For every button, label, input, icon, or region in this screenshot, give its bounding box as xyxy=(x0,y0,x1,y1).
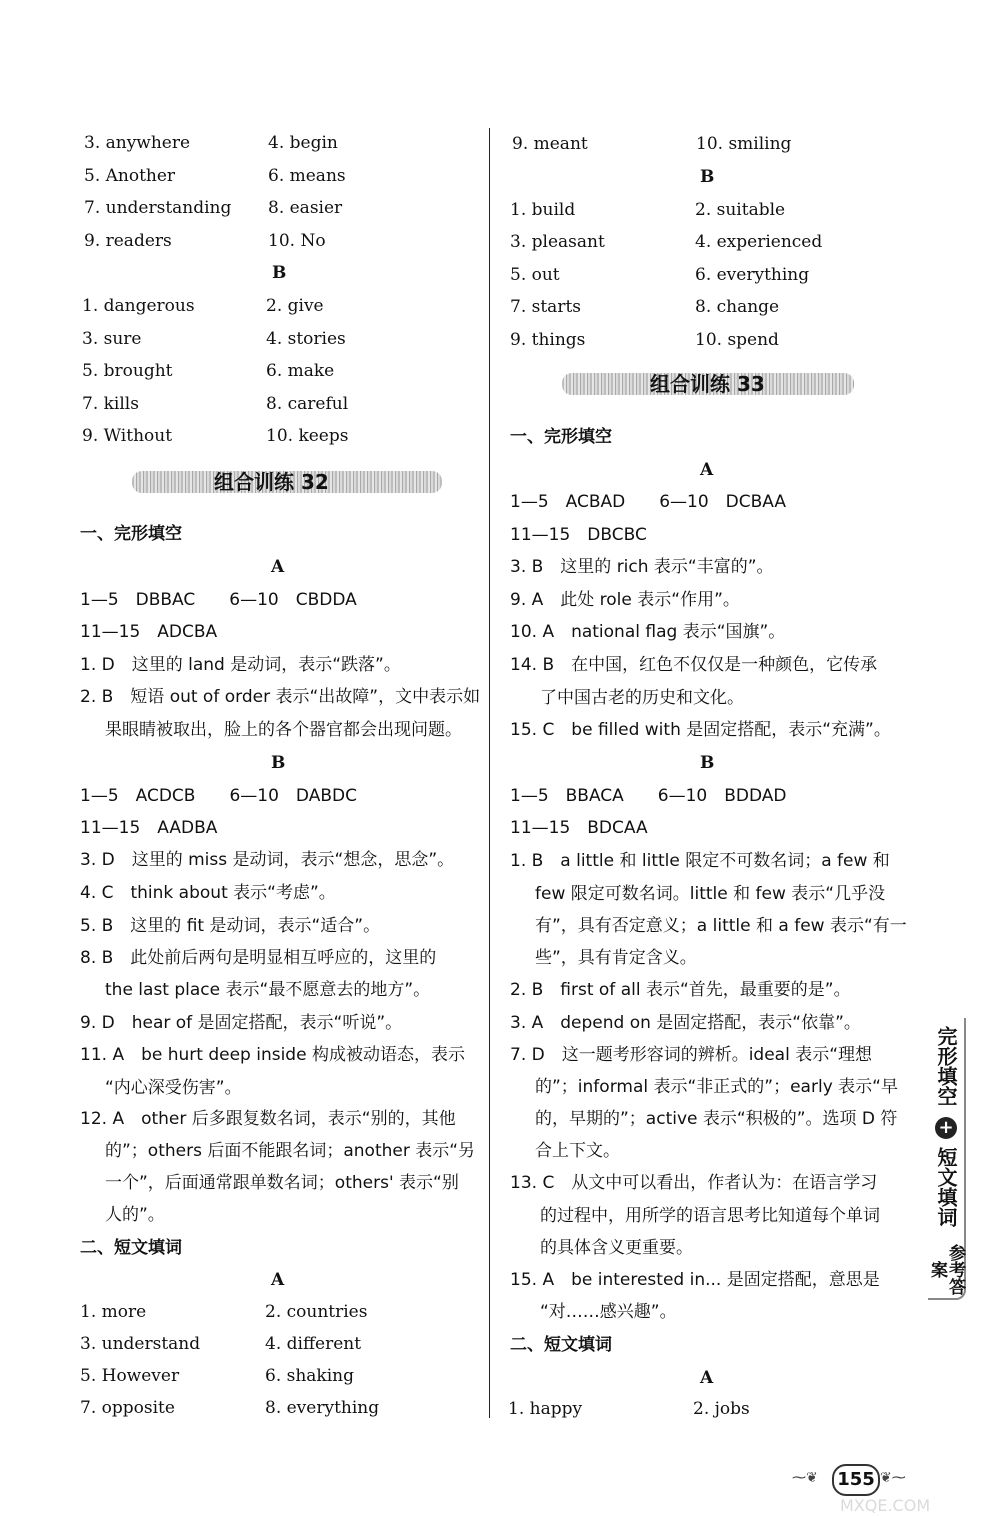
part-title: 二、短文填词 xyxy=(510,1335,612,1355)
note-line: 12. A other 后多跟复数名词，表示“别的，其他 xyxy=(80,1109,456,1129)
side-tab-title-2: 短文填词 xyxy=(934,1147,958,1227)
note-line: 11. A be hurt deep inside 构成被动语态，表示 xyxy=(80,1045,465,1065)
column-divider xyxy=(489,128,490,1418)
list-item: 3. sure xyxy=(82,329,142,349)
part-title: 一、完形填空 xyxy=(510,427,612,447)
note-line: 4. C think about 表示“考虑”。 xyxy=(80,883,336,903)
note-line: “内心深受伤害”。 xyxy=(105,1078,242,1098)
side-tab-title-3: 参考答案 xyxy=(927,1243,965,1295)
section-label: B xyxy=(271,753,286,773)
page-number: 155 xyxy=(832,1464,880,1496)
answer-row: 11—15 BDCAA xyxy=(510,818,648,838)
note-line: the last place 表示“最不愿意去的地方”。 xyxy=(105,980,431,1000)
note-line: 7. D 这一题考形容词的辨析。ideal 表示“理想 xyxy=(510,1045,873,1065)
chapter-side-tab xyxy=(928,1018,966,1300)
note-line: 的，早期的”；active 表示“积极的”。选项 D 符 xyxy=(535,1109,898,1129)
list-item: 6. means xyxy=(268,166,346,186)
note-line: 8. B 此处前后两句是明显相互呼应的，这里的 xyxy=(80,948,437,968)
section-label: A xyxy=(271,557,285,577)
plus-icon: + xyxy=(935,1117,957,1139)
vine-decoration-icon: ⁓❦ xyxy=(792,1470,818,1486)
note-line: 果眼睛被取出，脸上的各个器官都会出现问题。 xyxy=(105,720,462,740)
list-item: 2. suitable xyxy=(695,200,786,220)
list-item: 4. experienced xyxy=(695,232,823,252)
note-line: 人的”。 xyxy=(105,1205,165,1225)
list-item: 3. anywhere xyxy=(84,133,191,153)
list-item: 3. understand xyxy=(80,1334,201,1354)
section-label: A xyxy=(700,1368,714,1388)
answer-row: 1—5 ACDCB 6—10 DABDC xyxy=(80,786,357,806)
list-item: 3. pleasant xyxy=(510,232,605,252)
list-item: 5. Another xyxy=(84,166,176,186)
list-item: 10. keeps xyxy=(266,426,349,446)
watermark: MXQE.COM xyxy=(840,1496,931,1515)
note-line: 9. A 此处 role 表示“作用”。 xyxy=(510,590,740,610)
note-line: 9. D hear of 是固定搭配，表示“听说”。 xyxy=(80,1013,403,1033)
list-item: 9. readers xyxy=(84,231,172,251)
note-line: 15. C be filled with 是固定搭配，表示“充满”。 xyxy=(510,720,891,740)
section-label: A xyxy=(271,1270,285,1290)
answer-row: 11—15 DBCBC xyxy=(510,525,647,545)
note-line: 15. A be interested in... 是固定搭配，意思是 xyxy=(510,1270,880,1290)
list-item: 4. different xyxy=(265,1334,362,1354)
part-title: 二、短文填词 xyxy=(80,1238,182,1258)
note-line: 14. B 在中国，红色不仅仅是一种颜色，它传承 xyxy=(510,655,878,675)
list-item: 10. No xyxy=(268,231,326,251)
note-line: 了中国古老的历史和文化。 xyxy=(540,688,744,708)
answer-row: 1—5 BBACA 6—10 BDDAD xyxy=(510,786,787,806)
list-item: 9. things xyxy=(510,330,586,350)
list-item: 8. careful xyxy=(266,394,349,414)
answer-row: 1—5 DBBAC 6—10 CBDDA xyxy=(80,590,357,610)
note-line: 的”；informal 表示“非正式的”；early 表示“早 xyxy=(535,1077,898,1097)
section-banner-title: 组合训练 33 xyxy=(650,372,765,396)
part-title: 一、完形填空 xyxy=(80,524,182,544)
list-item: 6. make xyxy=(266,361,335,381)
answer-row: 1—5 ACBAD 6—10 DCBAA xyxy=(510,492,787,512)
list-item: 8. easier xyxy=(268,198,343,218)
note-line: “对……感兴趣”。 xyxy=(540,1302,677,1322)
section-label: B xyxy=(700,753,715,773)
note-line: 的”；others 后面不能跟名词；another 表示“另 xyxy=(105,1141,476,1161)
section-label: B xyxy=(272,263,287,283)
note-line: 的具体含义更重要。 xyxy=(540,1238,693,1258)
list-item: 1. happy xyxy=(508,1399,583,1419)
list-item: 8. change xyxy=(695,297,780,317)
list-item: 4. begin xyxy=(268,133,338,153)
list-item: 10. smiling xyxy=(696,134,792,154)
section-label: A xyxy=(700,460,714,480)
list-item: 5. out xyxy=(510,265,560,285)
list-item: 5. brought xyxy=(82,361,173,381)
list-item: 9. Without xyxy=(82,426,173,446)
list-item: 7. understanding xyxy=(84,198,232,218)
list-item: 5. However xyxy=(80,1366,180,1386)
note-line: 5. B 这里的 fit 是动词，表示“适合”。 xyxy=(80,916,381,936)
note-line: 10. A national flag 表示“国旗”。 xyxy=(510,622,786,642)
note-line: 2. B 短语 out of order 表示“出故障”，文中表示如 xyxy=(80,687,481,707)
note-line: 1. D 这里的 land 是动词，表示“跌落”。 xyxy=(80,655,401,675)
list-item: 1. build xyxy=(510,200,576,220)
note-line: 3. D 这里的 miss 是动词，表示“想念，思念”。 xyxy=(80,850,455,870)
note-line: 2. B first of all 表示“首先，最重要的是”。 xyxy=(510,980,851,1000)
list-item: 2. jobs xyxy=(693,1399,750,1419)
list-item: 4. stories xyxy=(266,329,346,349)
note-line: 有”，具有否定意义；a little 和 a few 表示“有一 xyxy=(535,916,907,936)
list-item: 2. give xyxy=(266,296,324,316)
note-line: 一个”，后面通常跟单数名词；others' 表示“别 xyxy=(105,1173,459,1193)
list-item: 6. everything xyxy=(695,265,810,285)
list-item: 7. kills xyxy=(82,394,139,414)
list-item: 1. more xyxy=(80,1302,147,1322)
note-line: 3. B 这里的 rich 表示“丰富的”。 xyxy=(510,557,774,577)
list-item: 10. spend xyxy=(695,330,779,350)
note-line: 3. A depend on 是固定搭配，表示“依靠”。 xyxy=(510,1013,861,1033)
list-item: 1. dangerous xyxy=(82,296,195,316)
list-item: 7. starts xyxy=(510,297,581,317)
list-item: 6. shaking xyxy=(265,1366,355,1386)
section-label: B xyxy=(700,167,715,187)
list-item: 7. opposite xyxy=(80,1398,175,1418)
note-line: 的过程中，用所学的语言思考比知道每个单词 xyxy=(540,1206,880,1226)
list-item: 2. countries xyxy=(265,1302,368,1322)
vine-decoration-icon: ❦⁓ xyxy=(880,1470,906,1486)
answer-row: 11—15 AADBA xyxy=(80,818,218,838)
note-line: 些”，具有肯定含义。 xyxy=(535,948,697,968)
note-line: 合上下文。 xyxy=(535,1141,620,1161)
list-item: 8. everything xyxy=(265,1398,380,1418)
note-line: 1. B a little 和 little 限定不可数名词；a few 和 xyxy=(510,851,890,871)
note-line: 13. C 从文中可以看出，作者认为：在语言学习 xyxy=(510,1173,878,1193)
side-tab-title-1: 完形填空 xyxy=(934,1026,958,1106)
note-line: few 限定可数名词。little 和 few 表示“几乎没 xyxy=(535,884,886,904)
section-banner-title: 组合训练 32 xyxy=(214,470,329,494)
list-item: 9. meant xyxy=(512,134,588,154)
answer-row: 11—15 ADCBA xyxy=(80,622,218,642)
